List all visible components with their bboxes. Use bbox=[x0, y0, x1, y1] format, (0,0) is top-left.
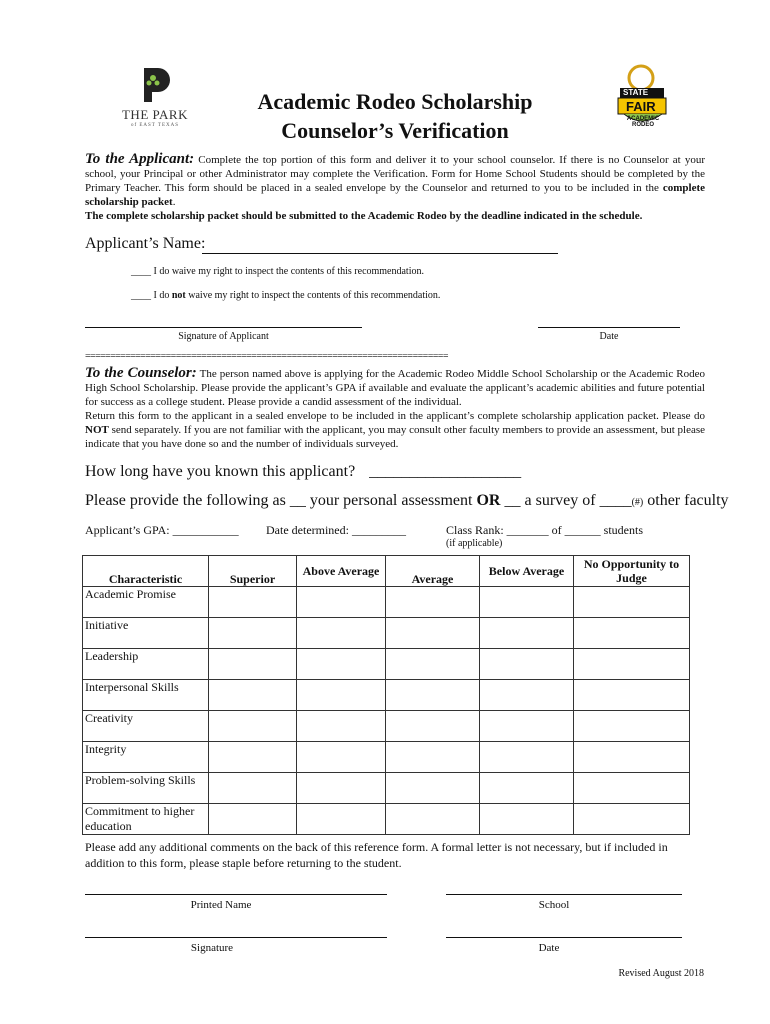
known-question: How long have you known this applicant? bbox=[85, 463, 356, 480]
park-logo-text: THE PARK bbox=[121, 107, 188, 122]
school-label: School bbox=[538, 899, 570, 911]
applicant-date-label: Date bbox=[599, 331, 619, 342]
assessment-type[interactable] bbox=[85, 492, 729, 510]
title-line-2: Counselor’s Verification bbox=[281, 118, 509, 143]
rating-cell[interactable] bbox=[480, 711, 574, 742]
rating-cell[interactable] bbox=[480, 680, 574, 711]
gpa-field[interactable]: Applicant’s GPA: ___________ bbox=[85, 523, 239, 537]
park-logo-subtext: of EAST TEXAS bbox=[130, 123, 180, 128]
rating-cell[interactable] bbox=[386, 680, 480, 711]
park-p-icon bbox=[120, 66, 190, 104]
counselor-paragraph-2 bbox=[85, 409, 705, 451]
col-superior: Superior bbox=[209, 556, 297, 587]
rating-cell[interactable] bbox=[297, 804, 386, 835]
printed-name-label: Printed Name bbox=[190, 899, 252, 911]
applicant-heading: To the Applicant: bbox=[85, 151, 195, 167]
academic-rodeo-logo bbox=[614, 64, 672, 132]
date-determined-field[interactable]: Date determined: _________ bbox=[266, 523, 406, 537]
assess-or: OR bbox=[476, 492, 501, 509]
rating-cell[interactable] bbox=[297, 773, 386, 804]
not-waive-option[interactable] bbox=[131, 290, 440, 301]
rating-cell[interactable] bbox=[574, 711, 690, 742]
table-row bbox=[83, 742, 690, 773]
the-park-logo bbox=[120, 66, 190, 130]
rating-cell[interactable] bbox=[209, 804, 297, 835]
applicant-intro: Complete the top portion of this form and deliver it to your school counselor. If there is no Counselor at your school, your Principal or other Administrator may complete the Verification. Form for Home School Students should be completed by the Primary Teacher. This form should be placed in a sealed envelope by the Counselor and returned to you to be included in the bbox=[85, 154, 705, 194]
rating-cell[interactable] bbox=[386, 742, 480, 773]
table-row bbox=[83, 618, 690, 649]
p2-a: Return this form to the applicant in a sealed envelope to be included in the applicant’s complete scholarship application packet. Please do bbox=[85, 410, 705, 422]
table-row bbox=[83, 711, 690, 742]
school-line[interactable] bbox=[446, 894, 682, 895]
rating-cell[interactable] bbox=[574, 742, 690, 773]
row-label: Interpersonal Skills bbox=[83, 680, 209, 711]
counselor-instructions bbox=[85, 366, 705, 451]
not-waive-pre: ____ I do bbox=[131, 290, 172, 301]
page-title bbox=[200, 87, 590, 145]
known-blank[interactable]: ___________________ bbox=[369, 463, 522, 480]
deadline-note: The complete scholarship packet should be submitted to the Academic Rodeo by the deadline indicated in the schedule. bbox=[85, 210, 643, 222]
assess-b: __ a survey of ____ bbox=[500, 492, 632, 509]
row-label: Integrity bbox=[83, 742, 209, 773]
not-waive-post: waive my right to inspect the contents of this recommendation. bbox=[185, 290, 441, 301]
row-label: Problem-solving Skills bbox=[83, 773, 209, 804]
rating-cell[interactable] bbox=[297, 649, 386, 680]
table-row bbox=[83, 649, 690, 680]
rating-cell[interactable] bbox=[209, 711, 297, 742]
col-no-opportunity: No Opportunity to Judge bbox=[574, 556, 690, 587]
col-below-average: Below Average bbox=[480, 556, 574, 587]
rating-cell[interactable] bbox=[480, 804, 574, 835]
waive-option[interactable]: ____ I do waive my right to inspect the contents of this recommendation. bbox=[131, 266, 424, 277]
rating-cell[interactable] bbox=[574, 618, 690, 649]
col-average: Average bbox=[386, 556, 480, 587]
rating-cell[interactable] bbox=[574, 804, 690, 835]
rating-cell[interactable] bbox=[480, 773, 574, 804]
applicant-name-label: Applicant’s Name: bbox=[85, 235, 206, 252]
row-label: Academic Promise bbox=[83, 587, 209, 618]
rating-cell[interactable] bbox=[297, 680, 386, 711]
assess-a: Please provide the following as __ your personal assessment bbox=[85, 492, 477, 509]
rating-cell[interactable] bbox=[386, 649, 480, 680]
printed-name-line[interactable] bbox=[85, 894, 387, 895]
date-label: Date bbox=[538, 942, 560, 954]
rating-cell[interactable] bbox=[209, 587, 297, 618]
applicant-intro-end: . bbox=[172, 196, 176, 208]
applicant-instructions bbox=[85, 152, 705, 223]
col-characteristic: Characteristic bbox=[83, 556, 209, 587]
rating-cell[interactable] bbox=[297, 618, 386, 649]
row-label: Commitment to higher education bbox=[83, 804, 209, 835]
rating-cell[interactable] bbox=[297, 587, 386, 618]
revision-note: Revised August 2018 bbox=[618, 968, 704, 979]
table-row bbox=[83, 773, 690, 804]
rodeo-logo-top-text: STATE bbox=[623, 88, 649, 97]
applicant-signature-label: Signature of Applicant bbox=[178, 331, 269, 342]
not-waive-bold: not bbox=[171, 290, 186, 301]
rating-cell[interactable] bbox=[209, 680, 297, 711]
known-duration-question bbox=[85, 463, 521, 481]
rating-cell[interactable] bbox=[574, 587, 690, 618]
rating-cell[interactable] bbox=[209, 649, 297, 680]
assess-hash: (#) bbox=[631, 497, 644, 508]
row-label: Initiative bbox=[83, 618, 209, 649]
rating-cell[interactable] bbox=[574, 649, 690, 680]
table-row bbox=[83, 587, 690, 618]
applicant-signature-line[interactable] bbox=[85, 327, 362, 328]
applicant-intro-bold: complete scholarship packet bbox=[85, 182, 706, 208]
applicant-date-line[interactable] bbox=[538, 327, 680, 328]
rating-cell[interactable] bbox=[209, 773, 297, 804]
rating-cell[interactable] bbox=[480, 618, 574, 649]
rating-cell[interactable] bbox=[386, 711, 480, 742]
signature-line[interactable] bbox=[85, 937, 387, 938]
assess-c: other faculty bbox=[643, 492, 729, 509]
rating-cell[interactable] bbox=[209, 742, 297, 773]
row-label: Creativity bbox=[83, 711, 209, 742]
rating-cell[interactable] bbox=[297, 711, 386, 742]
rating-cell[interactable] bbox=[480, 649, 574, 680]
rating-cell[interactable] bbox=[209, 618, 297, 649]
table-header-row bbox=[83, 556, 690, 587]
p2-b: send separately. If you are not familiar with the applicant, you may consult other faculty members to provide an assessment, but please indicate that you have done so and the number of individuals surveyed. bbox=[85, 424, 705, 450]
rating-cell[interactable] bbox=[574, 773, 690, 804]
rating-cell[interactable] bbox=[574, 680, 690, 711]
additional-comments-note: Please add any additional comments on the back of this reference form. A formal letter is not necessary, but if included in addition to this form, please staple before returning to the student. bbox=[85, 840, 668, 870]
rating-cell[interactable] bbox=[297, 742, 386, 773]
counselor-heading: To the Counselor: bbox=[85, 365, 197, 381]
evaluation-table bbox=[82, 555, 690, 835]
row-label: Leadership bbox=[83, 649, 209, 680]
section-separator: ======================================================================== bbox=[85, 351, 448, 362]
rating-cell[interactable] bbox=[386, 773, 480, 804]
col-above-average: Above Average bbox=[297, 556, 386, 587]
counselor-paragraph-1: The person named above is applying for the Academic Rodeo Middle School Scholarship or the Academic Rodeo High School Scholarship. Please provide the applicant’s GPA if available and evaluate the applicant’s academic abilities and future potential for success as a college student. Please provide a candid assessment of the individual. bbox=[85, 368, 705, 408]
applicant-name-field[interactable] bbox=[202, 236, 558, 254]
table-row bbox=[83, 680, 690, 711]
signature-label: Signature bbox=[190, 942, 234, 954]
rodeo-logo-bottom-text: ACADEMIC RODEO bbox=[626, 116, 660, 128]
p2-bold: NOT bbox=[85, 424, 109, 436]
title-line-1: Academic Rodeo Scholarship bbox=[257, 89, 533, 114]
rating-cell[interactable] bbox=[480, 587, 574, 618]
rating-cell[interactable] bbox=[386, 618, 480, 649]
rating-cell[interactable] bbox=[386, 587, 480, 618]
rating-cell[interactable] bbox=[480, 742, 574, 773]
rodeo-logo-mid-text: FAIR bbox=[626, 99, 656, 114]
class-rank-field[interactable]: Class Rank: _______ of ______ students bbox=[446, 523, 643, 537]
table-row bbox=[83, 804, 690, 835]
if-applicable-note: (if applicable) bbox=[446, 538, 503, 549]
date-line[interactable] bbox=[446, 937, 682, 938]
rating-cell[interactable] bbox=[386, 804, 480, 835]
